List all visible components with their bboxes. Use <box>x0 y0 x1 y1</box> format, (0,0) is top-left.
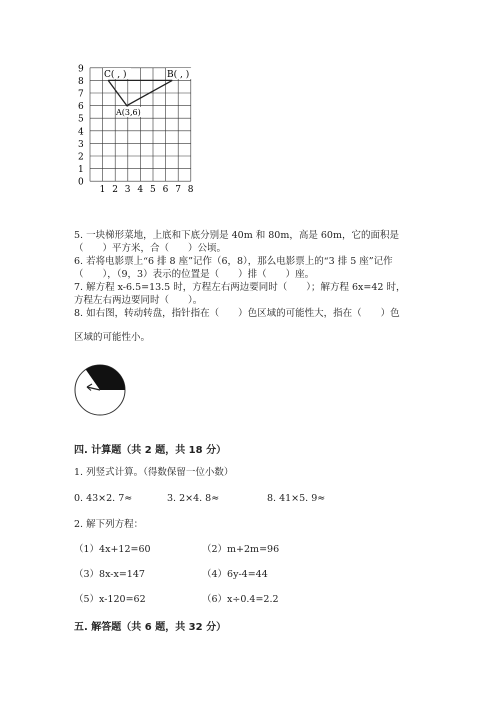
equation-1: （1）4x+12=60 <box>74 544 151 555</box>
y-tick-label: 1 <box>78 165 84 176</box>
calc-item-2: 3. 2×4. 8≈ <box>167 493 220 504</box>
question-6-line-1: 6. 若将电影票上“6 排 8 座”记作（6，8），那么电影票上的“3 排 5 座”记作 <box>74 256 393 267</box>
y-axis-labels <box>78 64 84 187</box>
y-tick-label: 0 <box>78 177 84 188</box>
x-tick-label: 4 <box>137 185 144 196</box>
section-4-sub-2: 2. 解下列方程： <box>74 519 144 530</box>
x-tick-label: 8 <box>187 185 194 196</box>
equation-3: （3）8x-x=147 <box>74 569 145 580</box>
x-axis-labels <box>100 185 194 195</box>
x-tick-label: 5 <box>150 185 156 196</box>
question-5-line-2: （ ）平方米，合（ ）公顷。 <box>74 243 227 254</box>
question-7-line-2: 方程左右两边要同时（ ）。 <box>74 295 203 306</box>
y-tick-label: 2 <box>78 152 84 163</box>
x-tick-label: 6 <box>162 185 169 196</box>
x-tick-label: 7 <box>175 185 181 196</box>
section-5-title: 五. 解答题（共 6 题，共 32 分） <box>74 622 227 633</box>
equation-6: （6）x÷0.4=2.2 <box>202 594 279 605</box>
question-8-line-1: 8. 如右图，转动转盘，指针指在（ ）色区域的可能性大，指在（ ）色 <box>74 308 400 319</box>
equation-5: （5）x-120=62 <box>74 594 146 605</box>
grid-lines <box>90 68 191 181</box>
coordinate-grid-figure <box>70 58 210 203</box>
equation-4: （4）6y-4=44 <box>202 569 268 580</box>
y-tick-label: 3 <box>78 139 84 150</box>
y-tick-label: 5 <box>78 114 84 125</box>
question-8-line-2: 区域的可能性小。 <box>74 332 151 343</box>
point-a-label: A(3,6) <box>116 108 141 117</box>
section-4-sub-1: 1. 列竖式计算。（得数保留一位小数） <box>74 467 234 478</box>
question-7-line-1: 7. 解方程 x-6.5=13.5 时，方程左右两边要同时（ ）；解方程 6x=42 时， <box>74 282 406 293</box>
y-tick-label: 4 <box>78 127 84 138</box>
calc-item-1: 0. 43×2. 7≈ <box>74 493 133 504</box>
point-b-label: B( , ) <box>167 70 190 80</box>
y-tick-label: 8 <box>78 76 84 87</box>
x-tick-label: 1 <box>99 185 106 196</box>
y-tick-label: 6 <box>78 102 84 113</box>
section-4-title: 四. 计算题（共 2 题，共 18 分） <box>74 445 227 456</box>
point-c-label: C( , ) <box>104 70 127 80</box>
y-tick-label: 9 <box>78 64 84 75</box>
question-6-line-2: （ ），（9，3）表示的位置是（ ）排（ ）座。 <box>74 269 315 280</box>
y-tick-label: 7 <box>78 89 84 100</box>
x-tick-label: 3 <box>124 185 131 196</box>
spinner-figure <box>73 363 129 419</box>
x-tick-label: 2 <box>112 185 118 196</box>
equation-2: （2）m+2m=96 <box>202 544 280 555</box>
question-5-line-1: 5. 一块梯形菜地，上底和下底分别是 40m 和 80m，高是 60m，它的面积是 <box>74 230 399 241</box>
calc-item-3: 8. 41×5. 9≈ <box>267 493 326 504</box>
